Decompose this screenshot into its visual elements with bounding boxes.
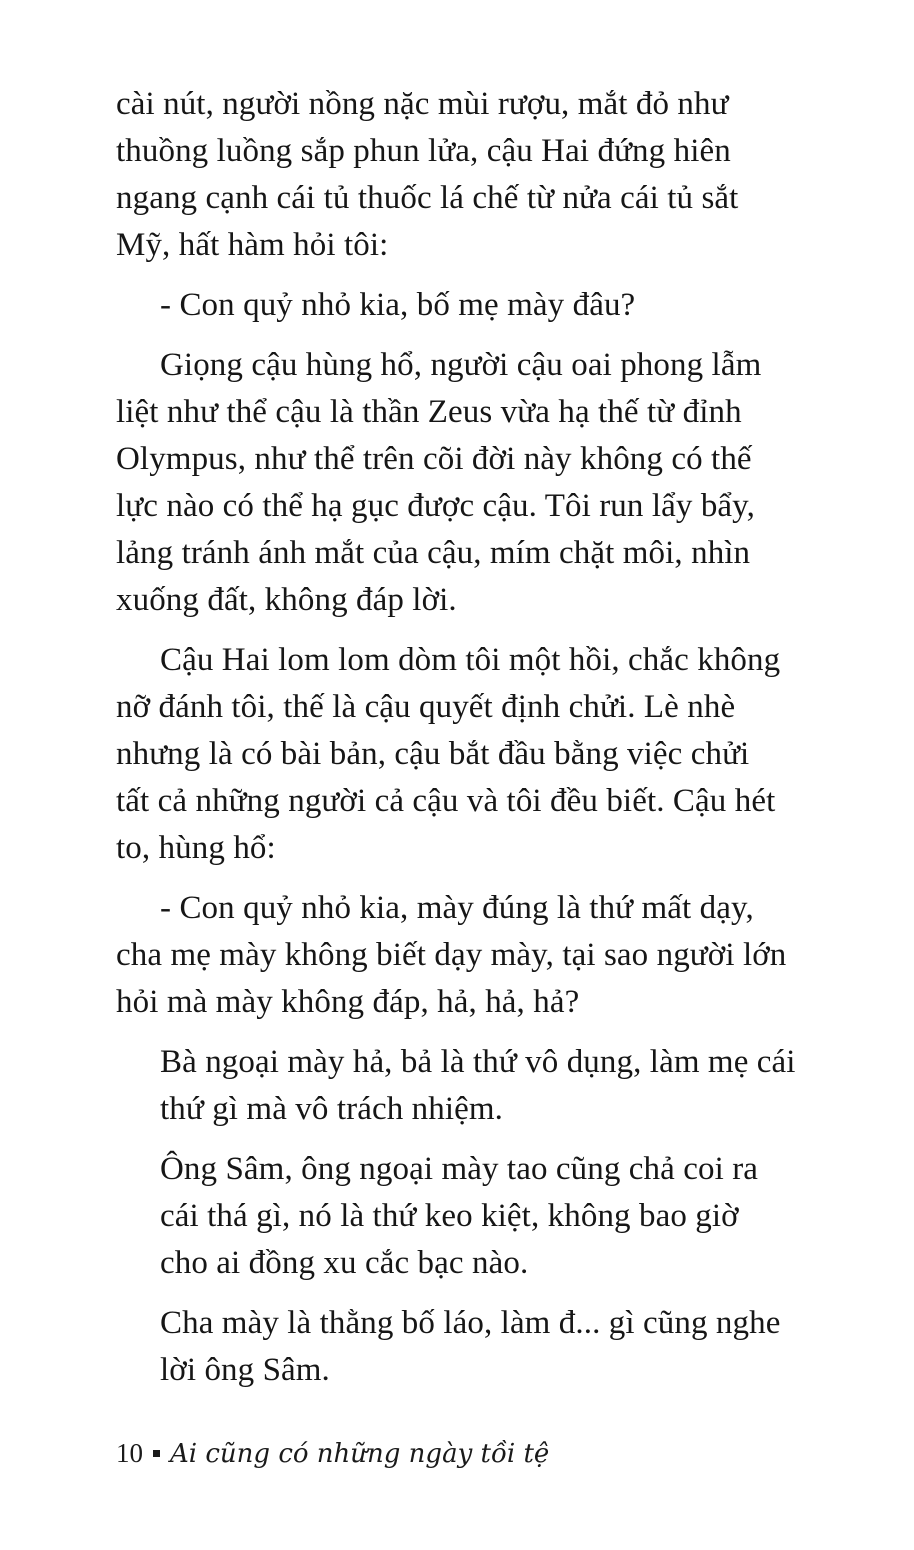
text-line: xuống đất, không đáp lời. bbox=[116, 582, 457, 618]
text-line: tất cả những người cả cậu và tôi đều biết. Cậu hét bbox=[116, 783, 776, 819]
text-line: Olympus, như thể trên cõi đời này không có thế bbox=[116, 441, 752, 477]
text-line: thuồng luồng sắp phun lửa, cậu Hai đứng hiên bbox=[116, 133, 731, 169]
book-title: Ai cũng có những ngày tồi tệ bbox=[170, 1439, 550, 1469]
bullet-separator-icon bbox=[153, 1450, 160, 1457]
text-line: hỏi mà mày không đáp, hả, hả, hả? bbox=[116, 984, 580, 1020]
text-line: lảng tránh ánh mắt của cậu, mím chặt môi, nhìn bbox=[116, 535, 751, 571]
text-line: - Con quỷ nhỏ kia, bố mẹ mày đâu? bbox=[160, 287, 636, 323]
text-line: cho ai đồng xu cắc bạc nào. bbox=[160, 1245, 529, 1281]
text-line: nhưng là có bài bản, cậu bắt đầu bằng việc chửi bbox=[116, 736, 750, 772]
text-line: ngang cạnh cái tủ thuốc lá chế từ nửa cái tủ sắt bbox=[116, 180, 739, 216]
page-number: 10 bbox=[116, 1438, 143, 1468]
running-footer bbox=[116, 1436, 549, 1471]
text-line: liệt như thể cậu là thần Zeus vừa hạ thế từ đỉnh bbox=[116, 394, 742, 430]
text-line: nỡ đánh tôi, thế là cậu quyết định chửi. Lè nhè bbox=[116, 689, 736, 725]
text-line: - Con quỷ nhỏ kia, mày đúng là thứ mất dạy, bbox=[160, 890, 754, 926]
text-line: Bà ngoại mày hả, bả là thứ vô dụng, làm mẹ cái bbox=[160, 1044, 796, 1080]
text-line: lực nào có thể hạ gục được cậu. Tôi run lẩy bẩy, bbox=[116, 488, 755, 524]
text-line: Giọng cậu hùng hổ, người cậu oai phong lẫm bbox=[160, 347, 762, 383]
text-line: Mỹ, hất hàm hỏi tôi: bbox=[116, 227, 389, 263]
text-line: thứ gì mà vô trách nhiệm. bbox=[160, 1091, 503, 1127]
text-line: lời ông Sâm. bbox=[160, 1352, 330, 1388]
text-line: Cha mày là thằng bố láo, làm đ... gì cũng nghe bbox=[160, 1305, 781, 1341]
text-line: Ông Sâm, ông ngoại mày tao cũng chả coi ra bbox=[160, 1151, 759, 1187]
text-line: Cậu Hai lom lom dòm tôi một hồi, chắc không bbox=[160, 642, 781, 678]
text-line: cha mẹ mày không biết dạy mày, tại sao người lớn bbox=[116, 937, 787, 973]
text-line: cái thá gì, nó là thứ keo kiệt, không bao giờ bbox=[160, 1198, 739, 1234]
text-line: cài nút, người nồng nặc mùi rượu, mắt đỏ như bbox=[116, 86, 729, 122]
text-line: to, hùng hổ: bbox=[116, 830, 276, 866]
